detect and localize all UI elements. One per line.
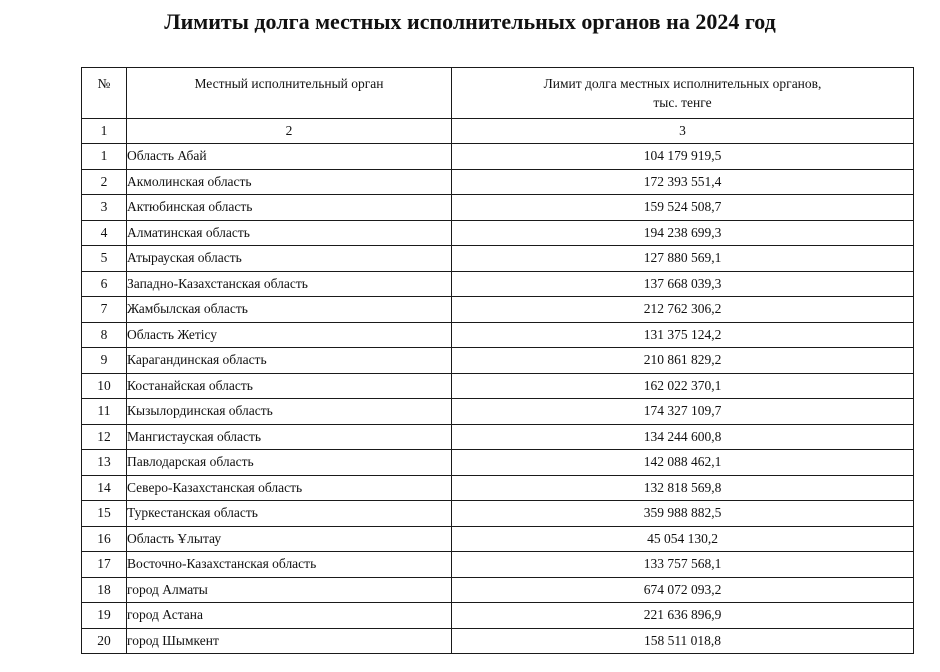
- debt-limit-value: 162 022 370,1: [452, 373, 914, 399]
- header-number: №: [82, 68, 127, 119]
- table-row: [82, 271, 914, 297]
- debt-limit-value: 221 636 896,9: [452, 603, 914, 629]
- debt-limit-value: 134 244 600,8: [452, 424, 914, 450]
- debt-limit-value: 194 238 699,3: [452, 220, 914, 246]
- debt-limit-value: 210 861 829,2: [452, 348, 914, 374]
- row-number: 20: [82, 628, 127, 654]
- document-title: Лимиты долга местных исполнительных органов на 2024 год: [164, 9, 776, 34]
- executive-body-name: город Шымкент: [127, 628, 452, 654]
- executive-body-name: Жамбылская область: [127, 297, 452, 323]
- debt-limit-value: 104 179 919,5: [452, 144, 914, 170]
- table-row: [82, 526, 914, 552]
- debt-limit-value: 172 393 551,4: [452, 169, 914, 195]
- debt-limits-table: [81, 67, 914, 654]
- header-debt-limit: [452, 68, 914, 119]
- row-number: 2: [82, 169, 127, 195]
- row-number: 4: [82, 220, 127, 246]
- table-row: [82, 603, 914, 629]
- row-number: 17: [82, 552, 127, 578]
- table-header-row: [82, 68, 914, 119]
- table-row: [82, 348, 914, 374]
- table-row: [82, 424, 914, 450]
- debt-limit-value: 142 088 462,1: [452, 450, 914, 476]
- table-row: [82, 322, 914, 348]
- column-number: 1: [82, 119, 127, 144]
- debt-limit-value: 127 880 569,1: [452, 246, 914, 272]
- executive-body-name: Туркестанская область: [127, 501, 452, 527]
- debt-limit-value: 131 375 124,2: [452, 322, 914, 348]
- executive-body-name: Северо-Казахстанская область: [127, 475, 452, 501]
- table-row: [82, 297, 914, 323]
- executive-body-name: Акмолинская область: [127, 169, 452, 195]
- header-debt-limit-line1: Лимит долга местных исполнительных органов,: [543, 76, 822, 91]
- row-number: 10: [82, 373, 127, 399]
- table-row: [82, 450, 914, 476]
- debt-limit-value: 137 668 039,3: [452, 271, 914, 297]
- table-row: [82, 169, 914, 195]
- debt-limit-value: 212 762 306,2: [452, 297, 914, 323]
- table-row: [82, 246, 914, 272]
- executive-body-name: Костанайская область: [127, 373, 452, 399]
- row-number: 7: [82, 297, 127, 323]
- table-row: [82, 399, 914, 425]
- row-number: 14: [82, 475, 127, 501]
- debt-limit-value: 158 511 018,8: [452, 628, 914, 654]
- header-debt-limit-unit: тыс. тенге: [653, 95, 712, 110]
- executive-body-name: Восточно-Казахстанская область: [127, 552, 452, 578]
- table-row: [82, 373, 914, 399]
- executive-body-name: Атырауская область: [127, 246, 452, 272]
- table-row: [82, 501, 914, 527]
- row-number: 15: [82, 501, 127, 527]
- header-executive-body: Местный исполнительный орган: [127, 68, 452, 119]
- row-number: 13: [82, 450, 127, 476]
- column-number-row: [82, 119, 914, 144]
- table-row: [82, 220, 914, 246]
- column-number: 2: [127, 119, 452, 144]
- executive-body-name: Актюбинская область: [127, 195, 452, 221]
- row-number: 8: [82, 322, 127, 348]
- executive-body-name: Кызылординская область: [127, 399, 452, 425]
- executive-body-name: Западно-Казахстанская область: [127, 271, 452, 297]
- debt-limit-value: 174 327 109,7: [452, 399, 914, 425]
- row-number: 12: [82, 424, 127, 450]
- row-number: 3: [82, 195, 127, 221]
- executive-body-name: Область Ұлытау: [127, 526, 452, 552]
- row-number: 5: [82, 246, 127, 272]
- debt-limit-value: 133 757 568,1: [452, 552, 914, 578]
- executive-body-name: Область Абай: [127, 144, 452, 170]
- executive-body-name: Павлодарская область: [127, 450, 452, 476]
- row-number: 19: [82, 603, 127, 629]
- row-number: 11: [82, 399, 127, 425]
- column-number: 3: [452, 119, 914, 144]
- table-row: [82, 628, 914, 654]
- executive-body-name: город Алматы: [127, 577, 452, 603]
- row-number: 1: [82, 144, 127, 170]
- executive-body-name: Мангистауская область: [127, 424, 452, 450]
- debt-limit-value: 359 988 882,5: [452, 501, 914, 527]
- row-number: 6: [82, 271, 127, 297]
- debt-limit-value: 674 072 093,2: [452, 577, 914, 603]
- table-row: [82, 577, 914, 603]
- debt-limit-value: 132 818 569,8: [452, 475, 914, 501]
- row-number: 16: [82, 526, 127, 552]
- executive-body-name: Алматинская область: [127, 220, 452, 246]
- table-row: [82, 552, 914, 578]
- table-row: [82, 475, 914, 501]
- table-row: [82, 144, 914, 170]
- executive-body-name: Карагандинская область: [127, 348, 452, 374]
- row-number: 9: [82, 348, 127, 374]
- debt-limit-value: 159 524 508,7: [452, 195, 914, 221]
- executive-body-name: город Астана: [127, 603, 452, 629]
- row-number: 18: [82, 577, 127, 603]
- debt-limit-value: 45 054 130,2: [452, 526, 914, 552]
- table-row: [82, 195, 914, 221]
- executive-body-name: Область Жетісу: [127, 322, 452, 348]
